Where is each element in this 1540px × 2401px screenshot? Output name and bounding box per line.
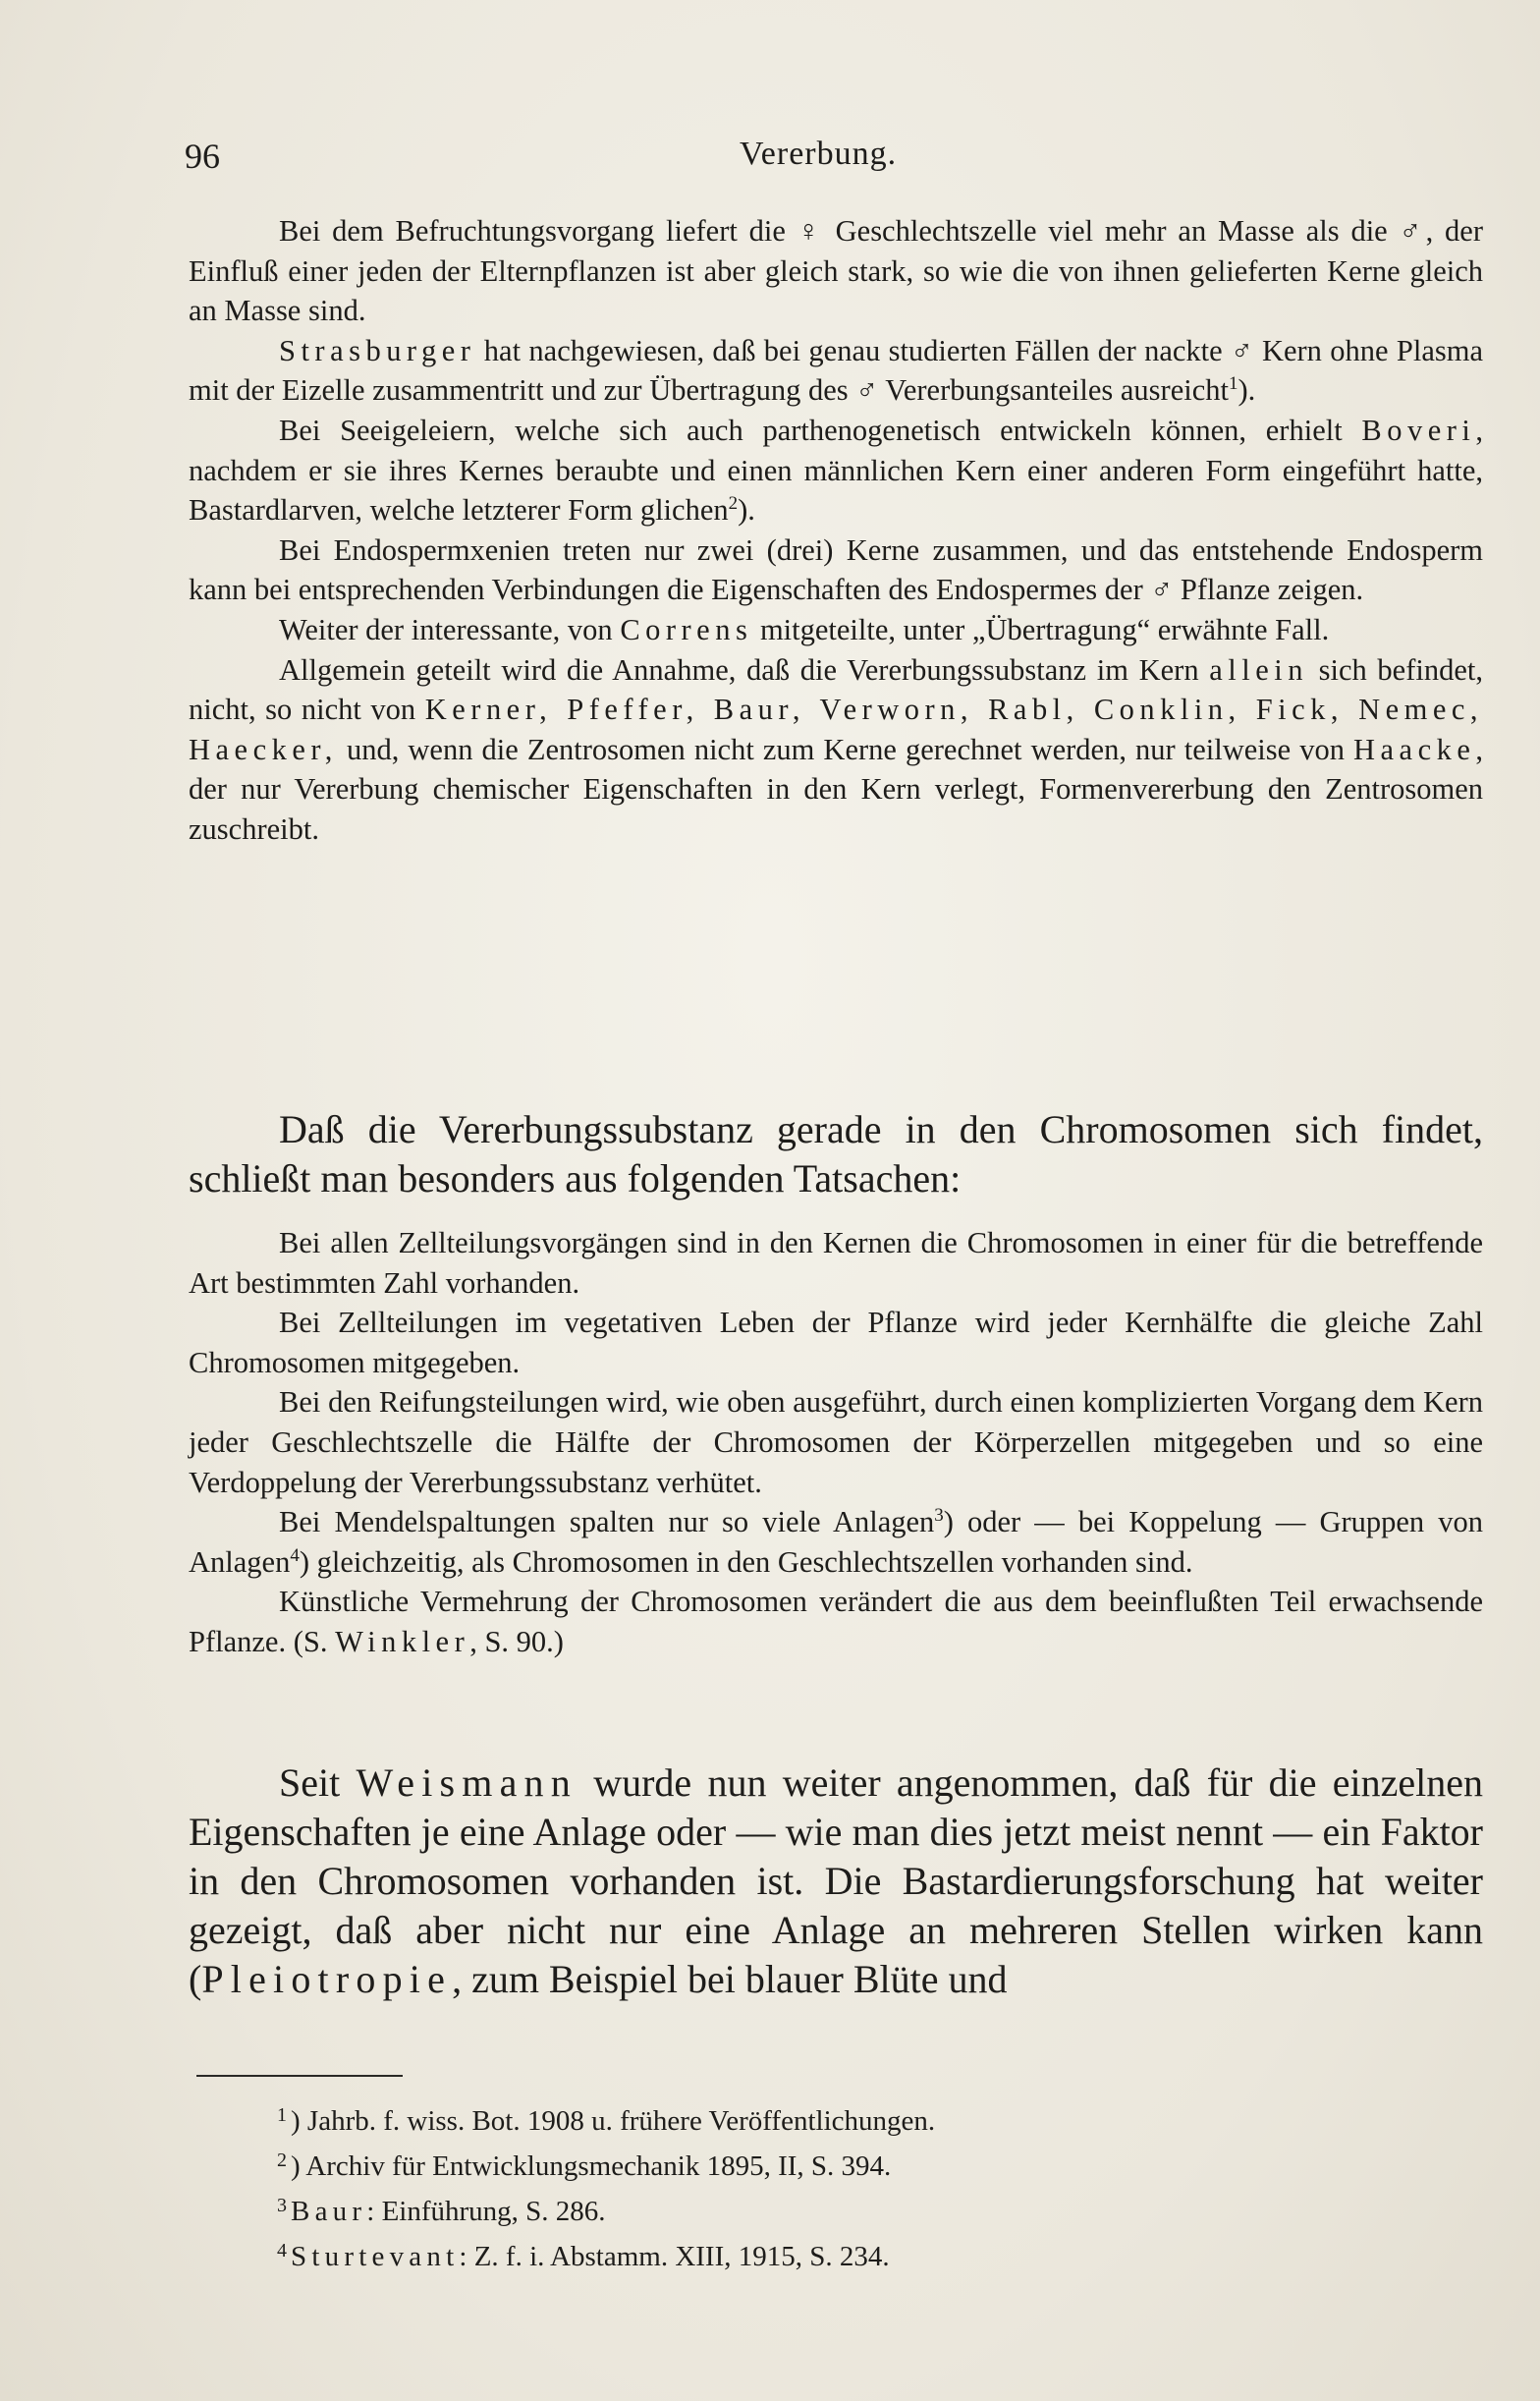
footnote-divider (196, 2075, 403, 2077)
author-name: Correns (620, 612, 753, 646)
running-head: Vererbung. (740, 136, 898, 172)
footnote-ref: 1 (1228, 373, 1238, 395)
paragraph-fertilization: Bei dem Befruchtungsvorgang liefert die ♀ Geschlechtszelle viel mehr an Masse als die ♂, der Einfluß einer jeden der Elternpflanzen ist aber gleich stark, so wie die von ihnen gelieferten Kerne gleich an Masse sind. (189, 214, 1483, 328)
footnote-item: $^3$ Baur: Einführung, S. 286. (277, 2195, 606, 2227)
page-number: 96 (185, 137, 220, 176)
footnote-mark: 1 (277, 2104, 287, 2126)
emphasis: allein (1209, 652, 1308, 687)
footnote-ref: 4 (290, 1544, 300, 1566)
author-name: Sturtevant (291, 2241, 460, 2272)
footnote-mark: 4 (277, 2240, 287, 2261)
section-weismann (189, 1759, 1483, 2063)
footnote-mark: 2 (277, 2150, 287, 2171)
paragraph-endosperm: Bei Endospermxenien treten nur zwei (drei) Kerne zusammen, und das entstehende Endosperm kann bei entsprechenden Verbindungen die Eigenschaften des Endospermes der ♂ Pflanze zeigen. (189, 532, 1483, 607)
section-facts (189, 1223, 1483, 1744)
author-name: Boveri (1361, 413, 1476, 447)
paragraph-fact-mendel: Bei Mendelspaltungen spalten nur so viele Anlagen$^3$) oder — bei Koppelung — Gruppen von Anlagen$^4$) gleichzeitig, als Chromosomen in den Geschlechtszellen vorhanden sind. (189, 1505, 1484, 1579)
author-name: Baur (291, 2196, 367, 2227)
footnote-ref: 2 (728, 493, 739, 515)
footnote-item: $^4$ Sturtevant: Z. f. i. Abstamm. XIII, 1915, S. 234. (277, 2240, 890, 2272)
paragraph-fact-count: Bei allen Zellteilungsvorgängen sind in den Kernen die Chromosomen in einer für die betreffende Art bestimmten Zahl vorhanden. (189, 1226, 1483, 1300)
paragraph-fact-vegetative: Bei Zellteilungen im vegetativen Leben der Pflanze wird jeder Kernhälfte die gleiche Zahl Chromosomen mitgegeben. (189, 1306, 1483, 1379)
author-name: Strasburger (279, 333, 476, 367)
author-name: Haacke (1353, 732, 1476, 766)
paragraph-fact-maturation: Bei den Reifungsteilungen wird, wie oben ausgeführt, durch einen komplizierten Vorgang dem Kern jeder Geschlechtszelle die Hälfte der Chromosomen der Körperzellen mitgegeben und so eine Verdoppelung der Vererbungssubstanz verhütet. (189, 1385, 1483, 1499)
author-name: Winkler (335, 1624, 470, 1658)
paragraph-weismann: Seit Weismann wurde nun weiter angenommen, daß für die einzelnen Eigenschaften je eine Anlage oder — wie man dies jetzt meist nennt — ein Faktor in den Chromosomen vorhanden ist. Die Bastardierungsforschung hat weiter gezeigt, daß aber nicht nur eine Anlage an mehreren Stellen wirken kann (Pleiotropie, zum Beispiel bei blauer Blüte und (189, 1760, 1483, 2001)
paragraph-consensus: Allgemein geteilt wird die Annahme, daß die Vererbungssubstanz im Kern allein sich befindet, nicht, so nicht von Kerner, Pfeffer, Baur, Verworn, Rabl, Conklin, Fick, Nemec, Haecker, und, wenn die Zentrosomen nicht zum Kerne gerechnet werden, nur teilweise von Haacke, der nur Vererbung chemischer Eigenschaften in den Kern verlegt, Formenvererbung den Zentrosomen zuschreibt. (189, 652, 1484, 846)
term-emphasis: Pleiotropie (201, 1957, 453, 2001)
author-name: Weismann (356, 1760, 578, 1805)
paragraph-correns: Weiter der interessante, von Correns mitgeteilte, unter „Übertragung“ erwähnte Fall. (279, 612, 1330, 646)
footnote-item: $^2$ ) Archiv für Entwicklungsmechanik 1895, II, S. 394. (277, 2150, 892, 2182)
section-intro (189, 211, 1483, 1090)
footnote-ref: 3 (934, 1505, 944, 1527)
paragraph-boveri: Bei Seeigeleiern, welche sich auch parthenogenetisch entwickeln können, erhielt Boveri, nachdem er sie ihres Kernes beraubte und einen männlichen Kern einer anderen Form eingeführt hatte, Bastardlarven, welche letzterer Form glichen$^2$). (189, 413, 1483, 528)
footnote-item: $^1$ ) Jahrb. f. wiss. Bot. 1908 u. frühere Veröffentlichungen. (277, 2104, 936, 2137)
paragraph-fact-artificial: Künstliche Vermehrung der Chromosomen verändert die aus dem beeinflußten Teil erwachsende Pflanze. (S. Winkler, S. 90.) (189, 1585, 1483, 1658)
page-header (185, 136, 1481, 185)
paragraph-strasburger: Strasburger hat nachgewiesen, daß bei genau studierten Fällen der nackte ♂ Kern ohne Plasma mit der Eizelle zusammentritt und zur Übertragung des ♂ Vererbungsanteiles ausreicht$^1$). (189, 333, 1483, 408)
author-names: Kerner, Pfeffer, Baur, Verworn, Rabl, Conklin, Fick, Nemec, Haecker, (189, 693, 1484, 766)
footnote-mark: 3 (277, 2195, 287, 2216)
paragraph-chromosome-thesis: Daß die Vererbungssubstanz gerade in den Chromosomen sich findet, schließt man besonders aus folgenden Tatsachen: (189, 1107, 1483, 1200)
section-lead (189, 1105, 1483, 1208)
footnotes (277, 2095, 1357, 2276)
